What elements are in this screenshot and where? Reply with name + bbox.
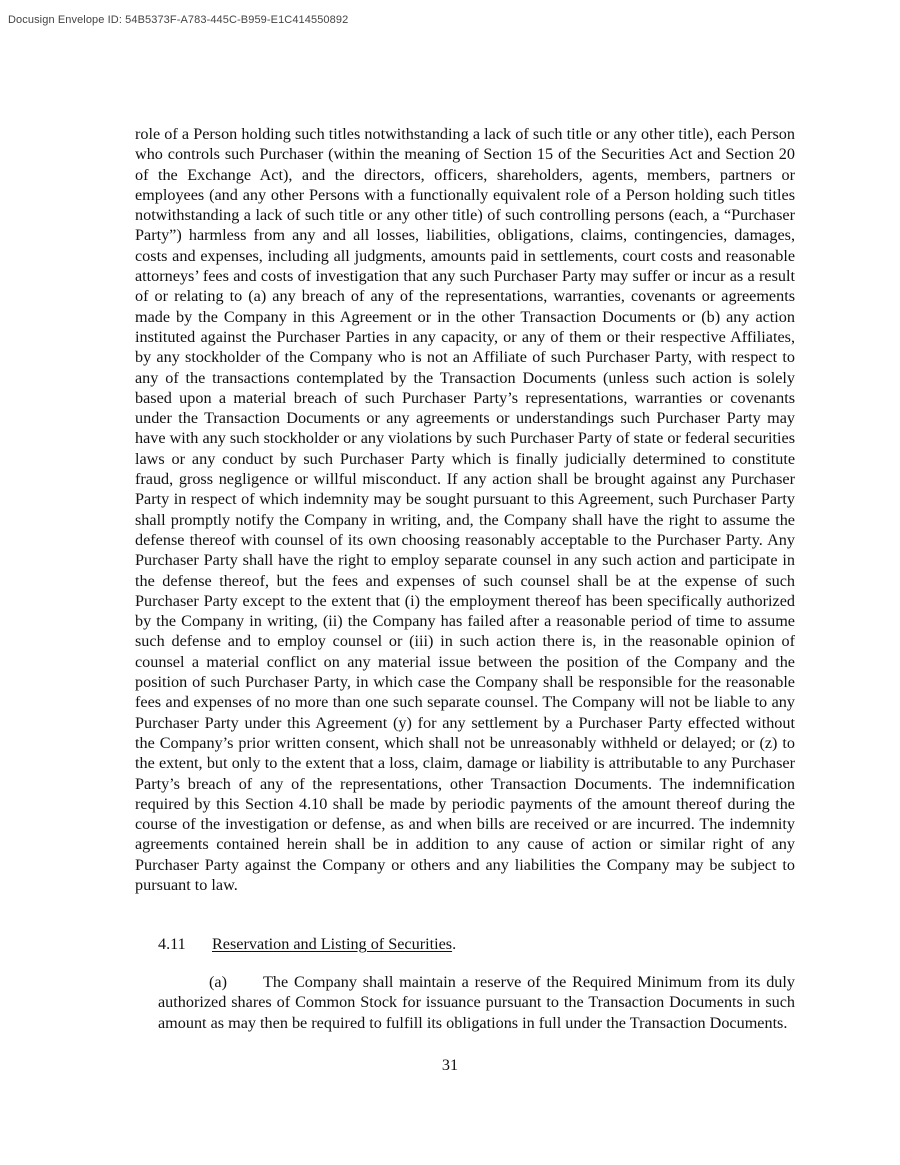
subsection-label: (a) — [209, 973, 227, 991]
subsection-a — [158, 972, 795, 1033]
document-page — [135, 124, 795, 895]
subsection-text: The Company shall maintain a reserve of the Required Minimum from its duly authorized shares of Common Stock for issuance pursuant to the Transaction Documents in such amount as may then be required to fulfill its obligations in full under the Transaction Documents. — [158, 973, 795, 1032]
section-heading — [158, 934, 456, 954]
section-title: Reservation and Listing of Securities — [212, 935, 453, 953]
envelope-id: Docusign Envelope ID: 54B5373F-A783-445C-B959-E1C414550892 — [8, 14, 349, 26]
section-number: 4.11 — [158, 935, 186, 953]
section-title-period: . — [452, 935, 457, 953]
page-number: 31 — [441, 1056, 459, 1074]
indemnification-paragraph: role of a Person holding such titles notwithstanding a lack of such title or any other title), each Person who controls such Purchaser (within the meaning of Section 15 of the Securities Act and Section 20 of the Exchange Act), and the directors, officers, shareholders, agents, members, partners or employees (and any other Persons with a functionally equivalent role of a Person holding such titles notwithstanding a lack of such title or any other title) of such controlling persons (each, a “Purchaser Party”) harmless from any and all losses, liabilities, obligations, claims, contingencies, damages, costs and expenses, including all judgments, amounts paid in settlements, court costs and reasonable attorneys’ fees and costs of investigation that any such Purchaser Party may suffer or incur as a result of or relating to (a) any breach of any of the representations, warranties, covenants or agreements made by the Company in this Agreement or in the other Transaction Documents or (b) any action instituted against the Purchaser Parties in any capacity, or any of them or their respective Affiliates, by any stockholder of the Company who is not an Affiliate of such Purchaser Party, with respect to any of the transactions contemplated by the Transaction Documents (unless such action is solely based upon a material breach of such Purchaser Party’s representations, warranties or covenants under the Transaction Documents or any agreements or understandings such Purchaser Party may have with any such stockholder or any violations by such Purchaser Party of state or federal securities laws or any conduct by such Purchaser Party which is finally judicially determined to constitute fraud, gross negligence or willful misconduct. If any action shall be brought against any Purchaser Party in respect of which indemnity may be sought pursuant to this Agreement, such Purchaser Party shall promptly notify the Company in writing, and, the Company shall have the right to assume the defense thereof with counsel of its own choosing reasonably acceptable to the Purchaser Party. Any Purchaser Party shall have the right to employ separate counsel in any such action and participate in the defense thereof, but the fees and expenses of such counsel shall be at the expense of such Purchaser Party except to the extent that (i) the employment thereof has been specifically authorized by the Company in writing, (ii) the Company has failed after a reasonable period of time to assume such defense and to employ counsel or (iii) in such action there is, in the reasonable opinion of counsel a material conflict on any material issue between the position of the Company and the position of such Purchaser Party, in which case the Company shall be responsible for the reasonable fees and expenses of no more than one such separate counsel. The Company will not be liable to any Purchaser Party under this Agreement (y) for any settlement by a Purchaser Party effected without the Company’s prior written consent, which shall not be unreasonably withheld or delayed; or (z) to the extent, but only to the extent that a loss, claim, damage or liability is attributable to any Purchaser Party’s breach of any of the representations, other Transaction Documents. The indemnification required by this Section 4.10 shall be made by periodic payments of the amount thereof during the course of the investigation or defense, as and when bills are received or are incurred. The indemnity agreements contained herein shall be in addition to any cause of action or similar right of any Purchaser Party against the Company or others and any liabilities the Company may be subject to pursuant to law. — [135, 125, 795, 894]
